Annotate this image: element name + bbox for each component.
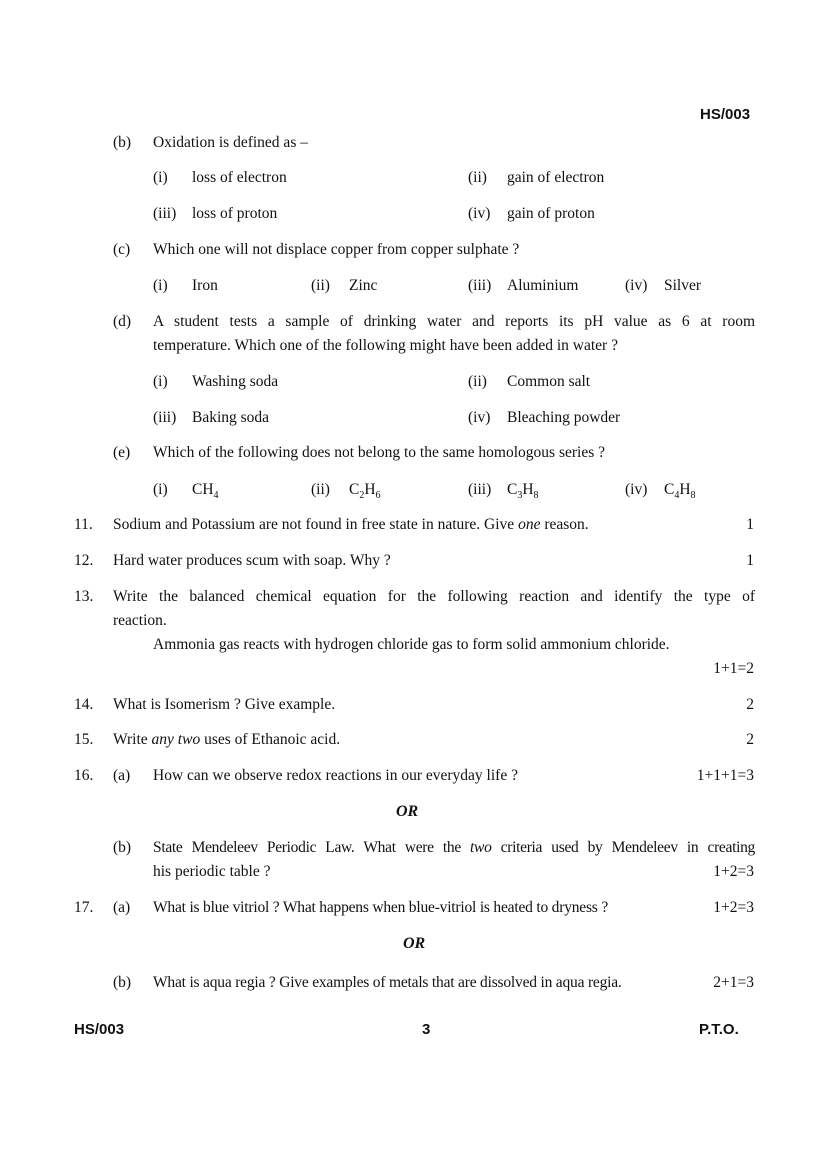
page-number: 3 [422,1021,431,1038]
sub-label: (c) [113,241,131,258]
option-number: (ii) [311,277,330,294]
option-number: (iii) [153,205,177,222]
option-number: (i) [153,481,168,498]
question-text: Write any two uses of Ethanoic acid. [113,731,341,748]
sub-label: (b) [113,974,132,991]
question-text: What is Isomerism ? Give example. [113,696,336,713]
question-text-line: Write the balanced chemical equation for the following reaction and identify the type of [113,588,755,605]
sub-label: (b) [113,839,132,856]
sub-label: (b) [113,134,132,151]
question-number: 16. [74,767,94,784]
question-text-line: his periodic table ? [153,863,271,880]
option-number: (ii) [468,169,487,186]
marks: 1+1=2 [713,660,754,677]
question-text-line: reaction. [113,612,167,629]
pto-label: P.T.O. [699,1021,739,1038]
option-number: (iv) [625,277,648,294]
option-number: (i) [153,277,168,294]
marks: 1+2=3 [713,899,754,916]
option-formula: $CH_4$ [192,481,219,501]
sub-label: (d) [113,313,132,330]
header-code: HS/003 [700,106,751,123]
question-text: How can we observe redox reactions in our everyday life ? [153,767,518,784]
question-text: Sodium and Potassium are not found in free state in nature. Give one reason. [113,516,589,533]
question-number: 13. [74,588,94,605]
sub-label: (e) [113,444,131,461]
question-number: 14. [74,696,94,713]
question-number: 17. [74,899,94,916]
marks: 2 [746,731,754,748]
question-number: 12. [74,552,94,569]
option-number: (iii) [468,481,492,498]
marks: 1 [746,552,754,569]
option-formula: $C_3H_8$ [507,481,539,501]
option-text: gain of proton [507,205,595,222]
question-text-line: State Mendeleev Periodic Law. What were the two criteria used by Mendeleev in creating [153,839,755,856]
option-text: Silver [664,277,702,294]
option-number: (iii) [468,277,492,294]
option-text: Baking soda [192,409,270,426]
question-number: 15. [74,731,94,748]
option-text: Iron [192,277,218,294]
option-number: (iv) [625,481,648,498]
question-text-line: temperature. Which one of the following might have been added in water ? [153,337,618,354]
question-text: Oxidation is defined as – [153,134,308,151]
option-text: loss of electron [192,169,287,186]
marks: 2 [746,696,754,713]
question-text-line: A student tests a sample of drinking water and reports its pH value as 6 at room [153,313,755,330]
option-number: (iv) [468,409,491,426]
question-text: Hard water produces scum with soap. Why ? [113,552,391,569]
option-text: loss of proton [192,205,278,222]
option-number: (iv) [468,205,491,222]
question-text: Which one will not displace copper from copper sulphate ? [153,241,520,258]
marks: 1+1+1=3 [696,767,754,784]
option-text: Bleaching powder [507,409,621,426]
sub-label: (a) [113,899,131,916]
footer-code: HS/003 [74,1021,125,1038]
option-text: gain of electron [507,169,605,186]
or-divider: OR [396,803,419,820]
option-number: (i) [153,169,168,186]
option-number: (ii) [311,481,330,498]
option-number: (ii) [468,373,487,390]
marks: 2+1=3 [713,974,754,991]
option-text: Washing soda [192,373,279,390]
option-number: (i) [153,373,168,390]
marks: 1+2=3 [713,863,754,880]
option-text: Common salt [507,373,591,390]
option-text: Aluminium [507,277,579,294]
option-text: Zinc [349,277,378,294]
marks: 1 [746,516,754,533]
or-divider: OR [403,935,426,952]
question-text: What is aqua regia ? Give examples of metals that are dissolved in aqua regia. [153,974,622,991]
option-formula: $C_4H_8$ [664,481,696,501]
sub-label: (a) [113,767,131,784]
option-formula: $C_2H_6$ [349,481,381,501]
question-text: Which of the following does not belong to the same homologous series ? [153,444,605,461]
option-number: (iii) [153,409,177,426]
question-text: What is blue vitriol ? What happens when blue-vitriol is heated to dryness ? [153,899,608,916]
question-number: 11. [74,516,93,533]
question-text-line: Ammonia gas reacts with hydrogen chloride gas to form solid ammonium chloride. [153,636,670,653]
